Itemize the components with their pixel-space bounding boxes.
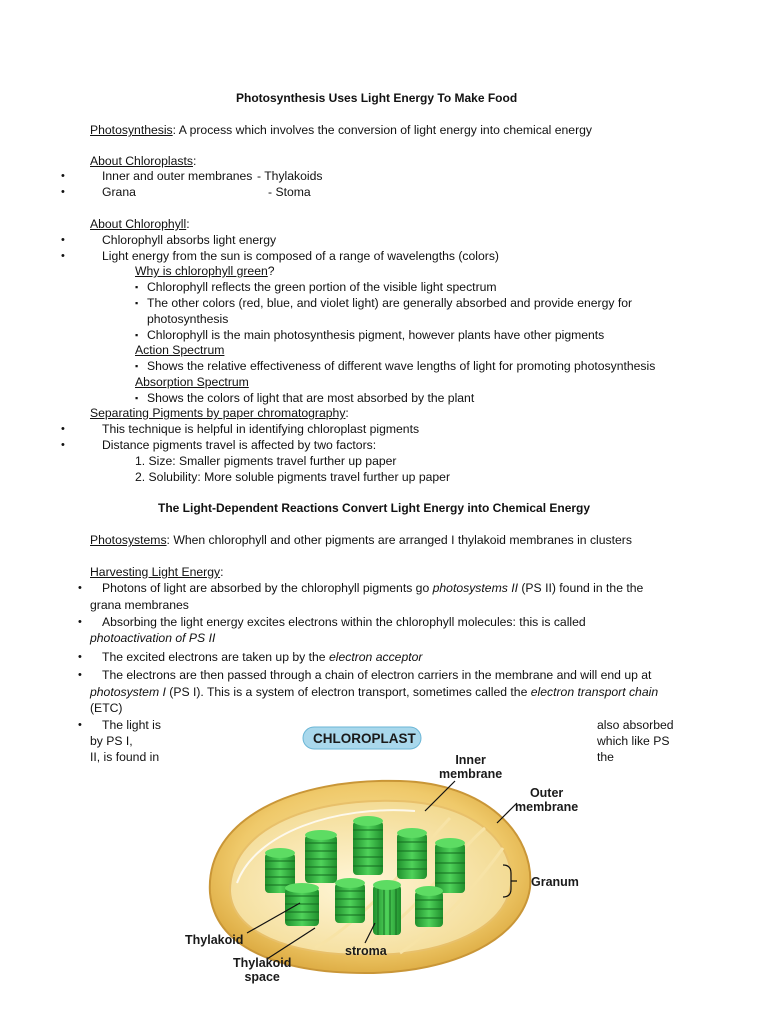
section-title: The Light-Dependent Reactions Convert Light Energy into Chemical Energy — [158, 501, 591, 515]
list-item: The light is — [102, 718, 161, 732]
list-item-continuation: by PS I, — [90, 734, 133, 748]
chlorophyll-heading — [90, 216, 190, 232]
list-item-continuation — [90, 684, 658, 700]
italic-term: photoactivation of PS II — [90, 631, 216, 645]
bullet-icon: ▪ — [135, 298, 139, 308]
action-spectrum-heading: Action Spectrum — [135, 343, 225, 357]
bullet-icon: • — [61, 439, 65, 451]
definition-text: : When chlorophyll and other pigments are arranged I thylakoid membranes in clusters — [166, 533, 632, 547]
chloroplasts-heading — [90, 153, 196, 169]
list-item-continuation: also absorbed — [597, 718, 674, 732]
bullet-icon: • — [61, 234, 65, 246]
list-item: Chlorophyll reflects the green portion of the visible light spectrum — [147, 280, 497, 294]
list-item: Distance pigments travel is affected by two factors: — [102, 438, 377, 452]
list-item: Grana — [102, 185, 136, 199]
list-item: The electrons are then passed through a chain of electron carriers in the membrane and will end up at — [102, 668, 652, 682]
harvesting-heading-text: Harvesting Light Energy — [90, 565, 221, 579]
italic-term: photosystem I — [90, 685, 166, 699]
bullet-icon: ▪ — [135, 393, 139, 403]
colon: : — [345, 406, 349, 420]
list-item-continuation: (ETC) — [90, 701, 123, 715]
italic-term: electron acceptor — [328, 650, 423, 664]
bullet-icon: • — [78, 719, 82, 731]
chromatography-heading-text: Separating Pigments by paper chromatography — [90, 406, 346, 420]
label-thylakoid: Thylakoid — [185, 933, 244, 947]
absorption-spectrum-heading: Absorption Spectrum — [135, 375, 249, 389]
label-inner-membrane: Inner membrane — [439, 753, 503, 781]
label-outer-membrane: Outer membrane — [515, 786, 579, 814]
bullet-icon: • — [61, 250, 65, 262]
page-title: Photosynthesis Uses Light Energy To Make Food — [236, 91, 518, 105]
text: (PS II) found in the the — [517, 581, 644, 595]
why-green-heading — [135, 263, 275, 279]
list-item: - Stoma — [268, 185, 311, 199]
bullet-icon: • — [78, 669, 82, 681]
bullet-icon: ▪ — [135, 330, 139, 340]
list-item: 1. Size: Smaller pigments travel further up paper — [135, 454, 397, 468]
bullet-icon: • — [61, 186, 65, 198]
definition-photosynthesis — [90, 122, 592, 138]
list-item: Inner and outer membranes — [102, 169, 253, 183]
label-stroma: stroma — [345, 944, 387, 958]
bullet-icon: • — [78, 616, 82, 628]
list-item: - Thylakoids — [257, 169, 323, 183]
italic-term: electron transport chain — [530, 685, 659, 699]
list-item: This technique is helpful in identifying chloroplast pigments — [102, 422, 420, 436]
figure-title: CHLOROPLAST — [313, 731, 416, 746]
term-photosynthesis: Photosynthesis — [90, 123, 173, 137]
list-item: Chlorophyll is the main photosynthesis pigment, however plants have other pigments — [147, 328, 605, 342]
definition-photosystems — [90, 532, 632, 548]
why-green-heading-text: Why is chlorophyll green — [135, 264, 268, 278]
list-item-continuation — [90, 630, 215, 646]
list-item-continuation: photosynthesis — [147, 312, 229, 326]
chloroplasts-heading-text: About Chloroplasts — [90, 154, 193, 168]
term-photosystems: Photosystems — [90, 533, 167, 547]
list-item: Absorbing the light energy excites electrons within the chlorophyll molecules: this is called — [102, 615, 586, 629]
text: Photons of light are absorbed by the chlorophyll pigments go — [102, 581, 433, 595]
text: The excited electrons are taken up by the — [102, 650, 329, 664]
bullet-icon: • — [61, 170, 65, 182]
list-item: Shows the colors of light that are most absorbed by the plant — [147, 391, 475, 405]
list-item — [102, 580, 643, 596]
bullet-icon: • — [61, 423, 65, 435]
harvesting-heading — [90, 564, 223, 580]
definition-text: : A process which involves the conversion of light energy into chemical energy — [172, 123, 592, 137]
list-item — [102, 649, 422, 665]
list-item: The other colors (red, blue, and violet light) are generally absorbed and provide energy for — [147, 296, 633, 310]
colon: : — [186, 217, 190, 231]
chlorophyll-heading-text: About Chlorophyll — [90, 217, 187, 231]
question-mark: ? — [267, 264, 275, 278]
list-item-continuation: grana membranes — [90, 598, 189, 612]
italic-term: photosystems II — [432, 581, 518, 595]
list-item: Shows the relative effectiveness of different wave lengths of light for promoting photosynthesis — [147, 359, 656, 373]
list-item-continuation: II, is found in — [90, 750, 160, 764]
chromatography-heading — [90, 405, 349, 421]
list-item: Chlorophyll absorbs light energy — [102, 233, 277, 247]
bullet-icon: ▪ — [135, 282, 139, 292]
bullet-icon: ▪ — [135, 361, 139, 371]
bullet-icon: • — [78, 582, 82, 594]
colon: : — [220, 565, 224, 579]
label-thylakoid-space: Thylakoid space — [233, 956, 292, 984]
list-item-continuation: which like PS — [597, 734, 670, 748]
bullet-icon: • — [78, 651, 82, 663]
list-item: Light energy from the sun is composed of a range of wavelengths (colors) — [102, 249, 499, 263]
chloroplast-diagram — [185, 723, 583, 988]
list-item: 2. Solubility: More soluble pigments travel further up paper — [135, 470, 451, 484]
list-item-continuation: the — [597, 750, 614, 764]
colon: : — [192, 154, 197, 168]
text: (PS I). This is a system of electron transport, sometimes called the — [165, 685, 531, 699]
label-granum: Granum — [531, 875, 579, 889]
